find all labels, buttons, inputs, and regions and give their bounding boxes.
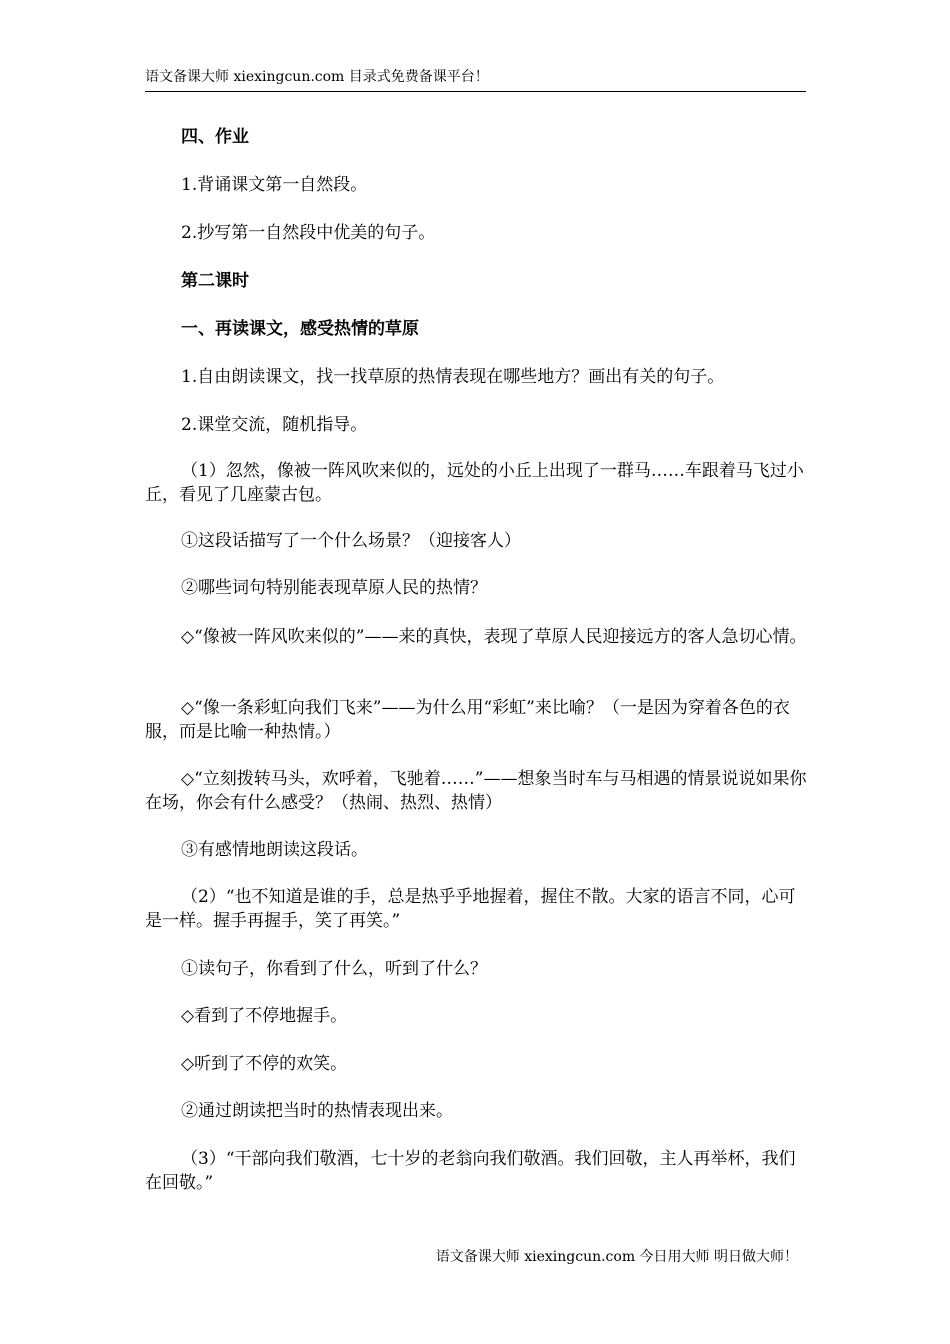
paragraph: ③有感情地朗读这段话。 bbox=[181, 840, 368, 860]
paragraph: （3）“干部向我们敬酒，七十岁的老翁向我们敬酒。我们回敬，主人再举杯，我们在回敬。” bbox=[145, 1149, 796, 1193]
paragraph: ◇听到了不停的欢笑。 bbox=[181, 1054, 348, 1074]
paragraph: ◇“立刻拨转马头，欢呼着，飞驰着……”——想象当时车与马相遇的情景说说如果你在场，你会有什么感受？（热闹、热烈、热情） bbox=[145, 769, 807, 813]
paragraph: ◇“像一条彩虹向我们飞来”——为什么用“彩虹”来比喻？（一是因为穿着各色的衣服，而是比喻一种热情。） bbox=[145, 698, 790, 742]
paragraph: （1）忽然，像被一阵风吹来似的，远处的小丘上出现了一群马……车跟着马飞过小丘，看见了几座蒙古包。 bbox=[145, 461, 804, 505]
lesson-heading: 第二课时 bbox=[181, 271, 249, 291]
section-heading-homework: 四、作业 bbox=[181, 127, 249, 147]
paragraph: ②通过朗读把当时的热情表现出来。 bbox=[181, 1101, 453, 1121]
page-footer: 语文备课大师 xiexingcun.com 今日用大师 明日做大师！ bbox=[435, 1249, 798, 1265]
paragraph: ①这段话描写了一个什么场景？（迎接客人） bbox=[181, 531, 521, 551]
paragraph: 2.抄写第一自然段中优美的句子。 bbox=[181, 223, 436, 243]
paragraph: 1.背诵课文第一自然段。 bbox=[181, 175, 368, 195]
paragraph: ◇“像被一阵风吹来似的”——来的真快，表现了草原人民迎接远方的客人急切心情。 bbox=[181, 627, 807, 647]
paragraph: （2）“也不知道是谁的手，总是热乎乎地握着，握住不散。大家的语言不同，心可是一样。握手再握手，笑了再笑。” bbox=[145, 887, 796, 931]
paragraph: ①读句子，你看到了什么，听到了什么？ bbox=[181, 959, 487, 979]
paragraph: 1.自由朗读课文，找一找草原的热情表现在哪些地方？画出有关的句子。 bbox=[181, 367, 725, 387]
paragraph: ②哪些词句特别能表现草原人民的热情？ bbox=[181, 578, 487, 598]
paragraph: 2.课堂交流，随机指导。 bbox=[181, 415, 368, 435]
page-header: 语文备课大师 xiexingcun.com 目录式免费备课平台！ bbox=[145, 68, 806, 92]
paragraph: ◇看到了不停地握手。 bbox=[181, 1006, 348, 1026]
section-heading-reread: 一、再读课文，感受热情的草原 bbox=[181, 319, 419, 339]
